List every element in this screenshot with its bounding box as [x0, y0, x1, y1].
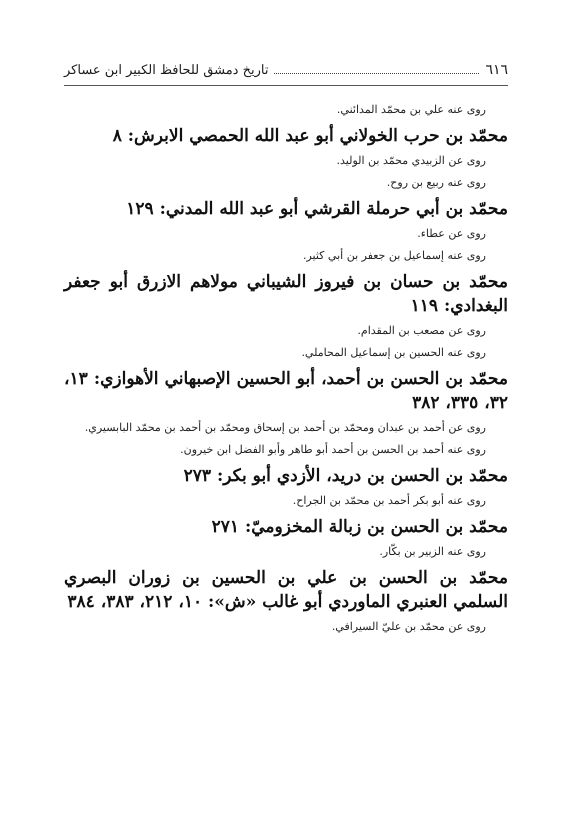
narration-line: روى عن عطاء.	[417, 227, 486, 240]
narration-line: روى عن مصعب بن المقدام.	[357, 324, 486, 337]
narration-line: روى عن أحمد بن عبدان ومحمّد بن أحمد بن إسحاق ومحمّد بن أحمد بن محمّد البابسيري.	[84, 421, 486, 434]
running-header	[64, 60, 508, 86]
person-entry-heading: محمّد بن أبي حرملة القرشي أبو عبد الله المدني: ١٢٩	[126, 199, 508, 219]
narration-line: روى عنه الحسين بن إسماعيل المحاملي.	[301, 346, 486, 359]
page-number: ٦١٦	[485, 62, 508, 78]
running-title: تاريخ دمشق للحافظ الكبير ابن عساكر	[64, 63, 269, 78]
narration-line: روى عنه إسماعيل بن جعفر بن أبي كثير.	[302, 249, 486, 262]
narration-line: روى عنه أبو بكر أحمد بن محمّد بن الجراح.	[292, 494, 486, 507]
narration-line: روى عن محمّد بن عليّ السيرافي.	[331, 620, 486, 633]
narration-line: روى عنه ربيع بن روح.	[386, 176, 486, 189]
person-entry-heading: محمّد بن الحسن بن زبالة المخزوميّ: ٢٧١	[211, 517, 508, 537]
narration-line: روى عنه أحمد بن الحسن بن أحمد أبو طاهر وأبو الفضل ابن خيرون.	[180, 443, 486, 456]
narration-line: روى عنه الزبير بن بكّار.	[379, 545, 486, 558]
dotted-leader	[274, 73, 479, 74]
person-entry-heading: محمّد بن حرب الخولاني أبو عبد الله الحمصي الابرش: ٨	[112, 126, 508, 146]
index-entries	[64, 102, 508, 635]
narration-line: روى عن الزبيدي محمّد بن الوليد.	[336, 154, 486, 167]
person-entry-heading: محمّد بن الحسن بن أحمد، أبو الحسين الإصبهاني الأهوازي: ١٣، ٣٢، ٣٣٥، ٣٨٢	[64, 369, 508, 413]
person-entry-heading: محمّد بن الحسن بن دريد، الأزدي أبو بكر: ٢٧٣	[183, 466, 508, 486]
narration-line: روى عنه علي بن محمّد المدائني.	[336, 103, 486, 116]
book-page	[64, 60, 508, 641]
person-entry-heading: محمّد بن حسان بن فيروز الشيباني مولاهم الازرق أبو جعفر البغدادي: ١١٩	[64, 272, 508, 316]
person-entry-heading: محمّد بن الحسن بن علي بن الحسين بن زوران البصري السلمي العنبري الماوردي أبو غالب «ش»: ١٠، ٢١٢، ٣٨٣، ٣٨٤	[64, 568, 508, 612]
